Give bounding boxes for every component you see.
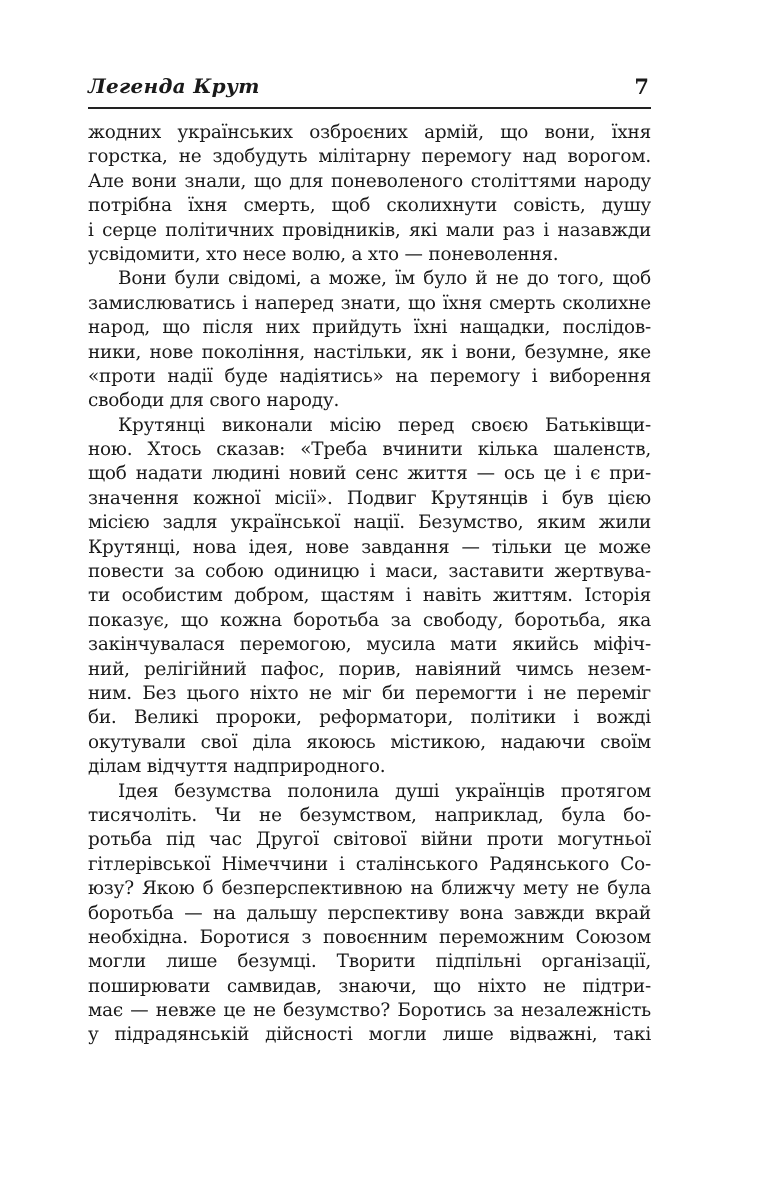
text-line: тисячоліть. Чи не безумством, наприклад, була бо- [88,804,651,826]
text-line: могли лише безумці. Творити підпільні організації, [88,951,651,973]
text-line: ротьба під час Другої світової війни проти могутньої [88,829,651,851]
running-title: Легенда Крут [88,74,260,98]
text-line: показує, що кожна боротьба за свободу, боротьба, яка [88,609,651,631]
text-line: Крутянці виконали місію перед своєю Батьківщи- [118,414,651,436]
text-line: гітлерівської Німеччини і сталінського Радянського Со- [88,853,651,875]
header-rule [88,107,651,109]
text-line: Крутянці, нова ідея, нове завдання — тільки це може [88,536,651,558]
paragraph [88,780,651,1048]
text-line: ною. Хтось сказав: «Треба вчинити кілька шаленств, [88,439,651,461]
text-line: щоб надати людині новий сенс життя — ось це і є при- [88,463,651,485]
text-line: має — невже це не безумство? Боротись за незалежність [88,1000,651,1022]
text-line: ники, нове покоління, настільки, як і вони, безумне, яке [88,341,651,363]
text-line: місією задля української нації. Безумство, яким жили [88,512,651,534]
text-line: ти особистим добром, щастям і навіть життям. Історія [88,585,651,607]
text-line: значення кожної місії». Подвиг Крутянців і був цією [88,487,651,509]
text-line: і серце політичних провідників, які мали раз і назавжди [88,219,651,241]
text-line: Але вони знали, що для поневоленого століттями народу [88,170,651,192]
text-line: необхідна. Боротися з повоєнним переможним Союзом [88,926,651,948]
text-line: би. Великі пророки, реформатори, політики і вожді [88,707,651,729]
text-line: потрібна їхня смерть, щоб сколихнути совість, душу [88,195,651,217]
page-header [88,72,651,102]
text-line: Ідея безумства полонила душі українців протягом [118,780,651,802]
text-line: Вони були свідомі, а може, їм було й не до того, щоб [118,268,651,290]
text-line: окутували свої діла якоюсь містикою, надаючи своїм [88,731,651,753]
text-line: поширювати самвидав, знаючи, що ніхто не підтри- [88,975,651,997]
body-text [88,121,651,1048]
text-line: ним. Без цього ніхто не міг би перемогти і не переміг [88,682,651,704]
text-line: жодних українських озброєних армій, що вони, їхня [88,122,651,143]
text-line: юзу? Якою б безперспективною на ближчу мету не була [88,878,651,900]
text-line: боротьба — на дальшу перспективу вона завжди вкрай [88,902,651,924]
page-number: 7 [634,74,649,99]
text-line: горстка, не здобудуть мілітарну перемогу над ворогом. [88,146,651,168]
text-line: усвідомити, хто несе волю, а хто — поневолення. [88,243,559,265]
text-line: «проти надії буде надіятись» на перемогу і виборення [88,365,651,387]
text-line: у підрадянській дійсності могли лише відважні, такі [88,1024,651,1046]
text-line: ний, релігійний пафос, порив, навіяний чимсь незем- [88,658,651,680]
paragraph [88,414,651,780]
text-line: свободи для свого народу. [88,390,340,412]
text-line: закінчувалася перемогою, мусила мати якийсь міфіч- [88,634,651,656]
text-line: повести за собою одиницю і маси, заставити жертвува- [88,561,651,583]
text-line: замислюватись і наперед знати, що їхня смерть сколихне [88,292,651,314]
paragraph [88,267,651,413]
paragraph [88,121,651,267]
text-line: народ, що після них прийдуть їхні нащадки, послідов- [88,317,651,339]
text-line: ділам відчуття надприродного. [88,756,386,778]
